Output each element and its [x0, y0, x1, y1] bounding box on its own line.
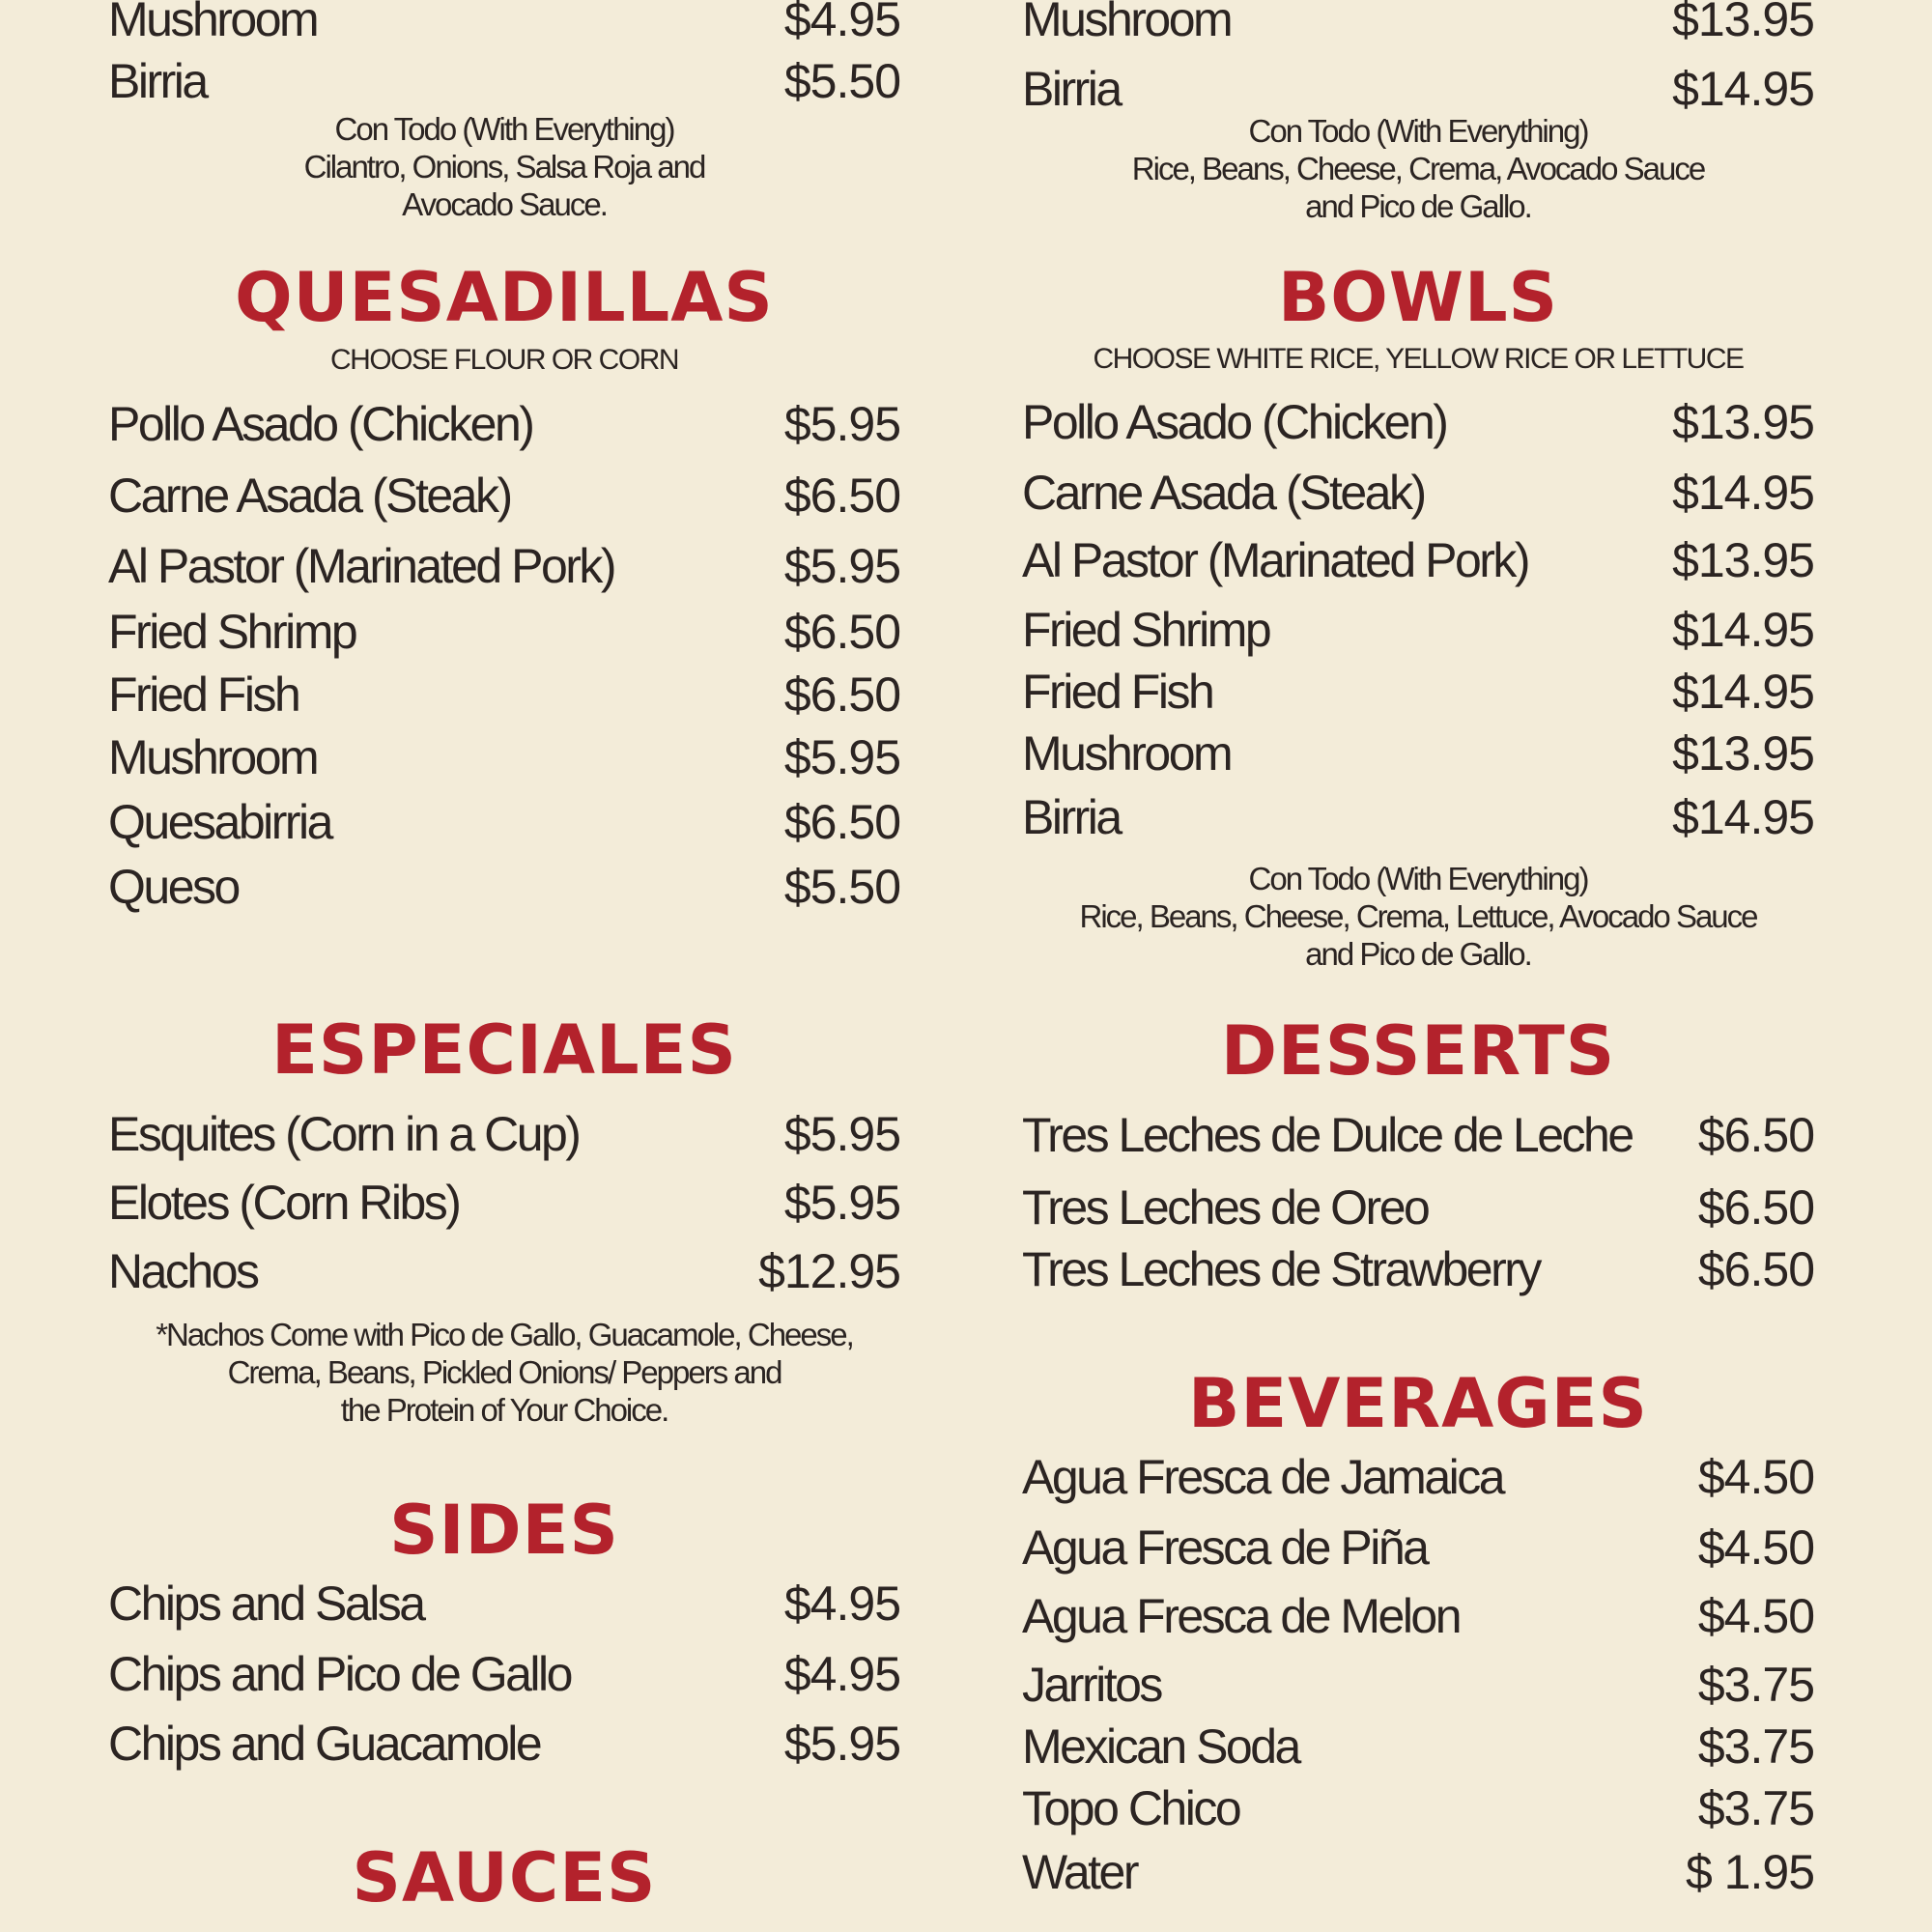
item-name: Mushroom: [1022, 726, 1232, 781]
item-name: Mushroom: [108, 0, 318, 46]
item-name: Chips and Guacamole: [108, 1717, 541, 1771]
menu-item: [1022, 723, 1814, 784]
item-price: $13.95: [1672, 726, 1814, 781]
menu-item: [108, 0, 900, 50]
item-name: Agua Fresca de Melon: [1022, 1589, 1461, 1643]
item-price: $4.50: [1697, 1450, 1814, 1504]
note-line: the Protein of Your Choice.: [340, 1392, 668, 1428]
section-title-bowls: BOWLS: [1277, 258, 1559, 337]
item-name: Chips and Pico de Gallo: [108, 1647, 571, 1701]
item-name: Queso: [108, 860, 239, 914]
item-price: $14.95: [1672, 665, 1814, 719]
item-name: Tres Leches de Oreo: [1022, 1180, 1429, 1235]
item-price: $6.50: [783, 795, 900, 849]
section-subtitle: CHOOSE WHITE RICE, YELLOW RICE OR LETTUCE: [1093, 343, 1744, 375]
menu-item: [1022, 0, 1814, 50]
item-name: Agua Fresca de Piña: [1022, 1520, 1428, 1575]
item-note: [1022, 860, 1814, 973]
menu-item: [1022, 1585, 1814, 1647]
menu-item: [108, 791, 900, 853]
menu-item: [108, 465, 900, 526]
item-price: $14.95: [1672, 466, 1814, 520]
item-name: Fried Shrimp: [108, 605, 356, 659]
item-price: $14.95: [1672, 790, 1814, 844]
menu-item: [1022, 1517, 1814, 1578]
item-price: $13.95: [1672, 533, 1814, 587]
menu-item: [1022, 599, 1814, 661]
menu-item: [1022, 1104, 1814, 1166]
section-title-sauces: SAUCES: [352, 1838, 657, 1918]
menu-item: [1022, 661, 1814, 723]
item-name: Mexican Soda: [1022, 1719, 1299, 1774]
note-line: Con Todo (With Everything): [334, 111, 674, 147]
item-price: $6.50: [783, 605, 900, 659]
item-price: $6.50: [783, 469, 900, 523]
item-price: $5.95: [783, 1107, 900, 1161]
item-name: Nachos: [108, 1244, 258, 1298]
note-line: *Nachos Come with Pico de Gallo, Guacamole, Cheese,: [156, 1317, 853, 1352]
item-price: $13.95: [1672, 0, 1814, 46]
item-price: $14.95: [1672, 62, 1814, 116]
item-price: $6.50: [1697, 1108, 1814, 1162]
item-name: Pollo Asado (Chicken): [108, 397, 533, 451]
item-name: Quesabirria: [108, 795, 331, 849]
menu-item: [108, 601, 900, 663]
menu-item: [1022, 462, 1814, 524]
menu-item: [1022, 1654, 1814, 1716]
item-name: Birria: [1022, 790, 1121, 844]
menu-item: [1022, 391, 1814, 453]
menu-item: [108, 535, 900, 597]
menu-item: [108, 1103, 900, 1165]
item-price: $14.95: [1672, 603, 1814, 657]
menu-item: [1022, 529, 1814, 591]
item-name: Esquites (Corn in a Cup): [108, 1107, 580, 1161]
menu-item: [108, 664, 900, 725]
item-name: Chips and Salsa: [108, 1577, 424, 1631]
item-price: $5.95: [783, 1717, 900, 1771]
section-title-desserts: DESSERTS: [1220, 1011, 1616, 1091]
item-price: $13.95: [1672, 395, 1814, 449]
item-price: $3.75: [1697, 1658, 1814, 1712]
item-name: Tres Leches de Dulce de Leche: [1022, 1108, 1633, 1162]
item-price: $6.50: [783, 668, 900, 722]
item-price: $5.95: [783, 1176, 900, 1230]
item-name: Fried Fish: [1022, 665, 1213, 719]
item-price: $6.50: [1697, 1242, 1814, 1296]
menu-item: [108, 50, 900, 112]
item-name: Tres Leches de Strawberry: [1022, 1242, 1540, 1296]
section-title-quesadillas: QUESADILLAS: [235, 258, 774, 337]
note-line: and Pico de Gallo.: [1305, 936, 1531, 972]
menu-item: [108, 1172, 900, 1234]
item-name: Mushroom: [108, 730, 318, 784]
menu-item: [1022, 1177, 1814, 1238]
item-price: $4.95: [783, 1577, 900, 1631]
item-name: Carne Asada (Steak): [1022, 466, 1425, 520]
menu-item: [108, 1573, 900, 1634]
menu-item: [108, 393, 900, 455]
item-price: $12.95: [758, 1244, 900, 1298]
item-note: [108, 110, 900, 223]
item-name: Pollo Asado (Chicken): [1022, 395, 1447, 449]
section-title-sides: SIDES: [389, 1491, 619, 1570]
item-name: Al Pastor (Marinated Pork): [1022, 533, 1529, 587]
note-line: and Pico de Gallo.: [1305, 188, 1531, 224]
item-name: Topo Chico: [1022, 1781, 1240, 1835]
note-line: Rice, Beans, Cheese, Crema, Avocado Sauce: [1131, 151, 1705, 186]
menu-item: [108, 1643, 900, 1705]
menu-item: [108, 856, 900, 918]
item-price: $3.75: [1697, 1719, 1814, 1774]
item-name: Fried Fish: [108, 668, 299, 722]
note-line: Avocado Sauce.: [402, 186, 607, 222]
menu-item: [1022, 1238, 1814, 1300]
item-name: Al Pastor (Marinated Pork): [108, 539, 615, 593]
item-name: Water: [1022, 1845, 1137, 1899]
item-price: $4.50: [1697, 1589, 1814, 1643]
item-name: Birria: [1022, 62, 1121, 116]
item-price: $6.50: [1697, 1180, 1814, 1235]
menu-item: [108, 726, 900, 788]
note-line: Con Todo (With Everything): [1248, 861, 1588, 896]
item-price: $4.95: [783, 0, 900, 46]
item-name: Birria: [108, 54, 207, 108]
menu-item: [1022, 1841, 1814, 1903]
note-line: Crema, Beans, Pickled Onions/ Peppers and: [227, 1354, 781, 1390]
item-note: [108, 1316, 900, 1429]
menu-item: [1022, 786, 1814, 848]
item-price: $5.95: [783, 730, 900, 784]
menu-item: [108, 1713, 900, 1775]
item-name: Fried Shrimp: [1022, 603, 1270, 657]
section-title-beverages: BEVERAGES: [1188, 1364, 1648, 1443]
item-note: [1022, 112, 1814, 225]
note-line: Cilantro, Onions, Salsa Roja and: [303, 149, 705, 185]
item-price: $3.75: [1697, 1781, 1814, 1835]
item-name: Mushroom: [1022, 0, 1232, 46]
item-price: $ 1.95: [1685, 1845, 1814, 1899]
note-line: Rice, Beans, Cheese, Crema, Lettuce, Avocado Sauce: [1079, 898, 1757, 934]
item-price: $5.95: [783, 539, 900, 593]
item-price: $5.95: [783, 397, 900, 451]
menu-item: [1022, 1716, 1814, 1777]
item-price: $5.50: [783, 54, 900, 108]
menu-item: [1022, 1777, 1814, 1839]
item-price: $5.50: [783, 860, 900, 914]
item-name: Carne Asada (Steak): [108, 469, 511, 523]
item-name: Agua Fresca de Jamaica: [1022, 1450, 1504, 1504]
item-price: $4.95: [783, 1647, 900, 1701]
menu-item: [1022, 58, 1814, 120]
note-line: Con Todo (With Everything): [1248, 113, 1588, 149]
item-name: Elotes (Corn Ribs): [108, 1176, 460, 1230]
item-name: Jarritos: [1022, 1658, 1161, 1712]
section-subtitle: CHOOSE FLOUR OR CORN: [329, 344, 679, 376]
section-title-especiales: ESPECIALES: [271, 1010, 737, 1090]
menu-item: [108, 1240, 900, 1302]
menu-item: [1022, 1446, 1814, 1508]
item-price: $4.50: [1697, 1520, 1814, 1575]
